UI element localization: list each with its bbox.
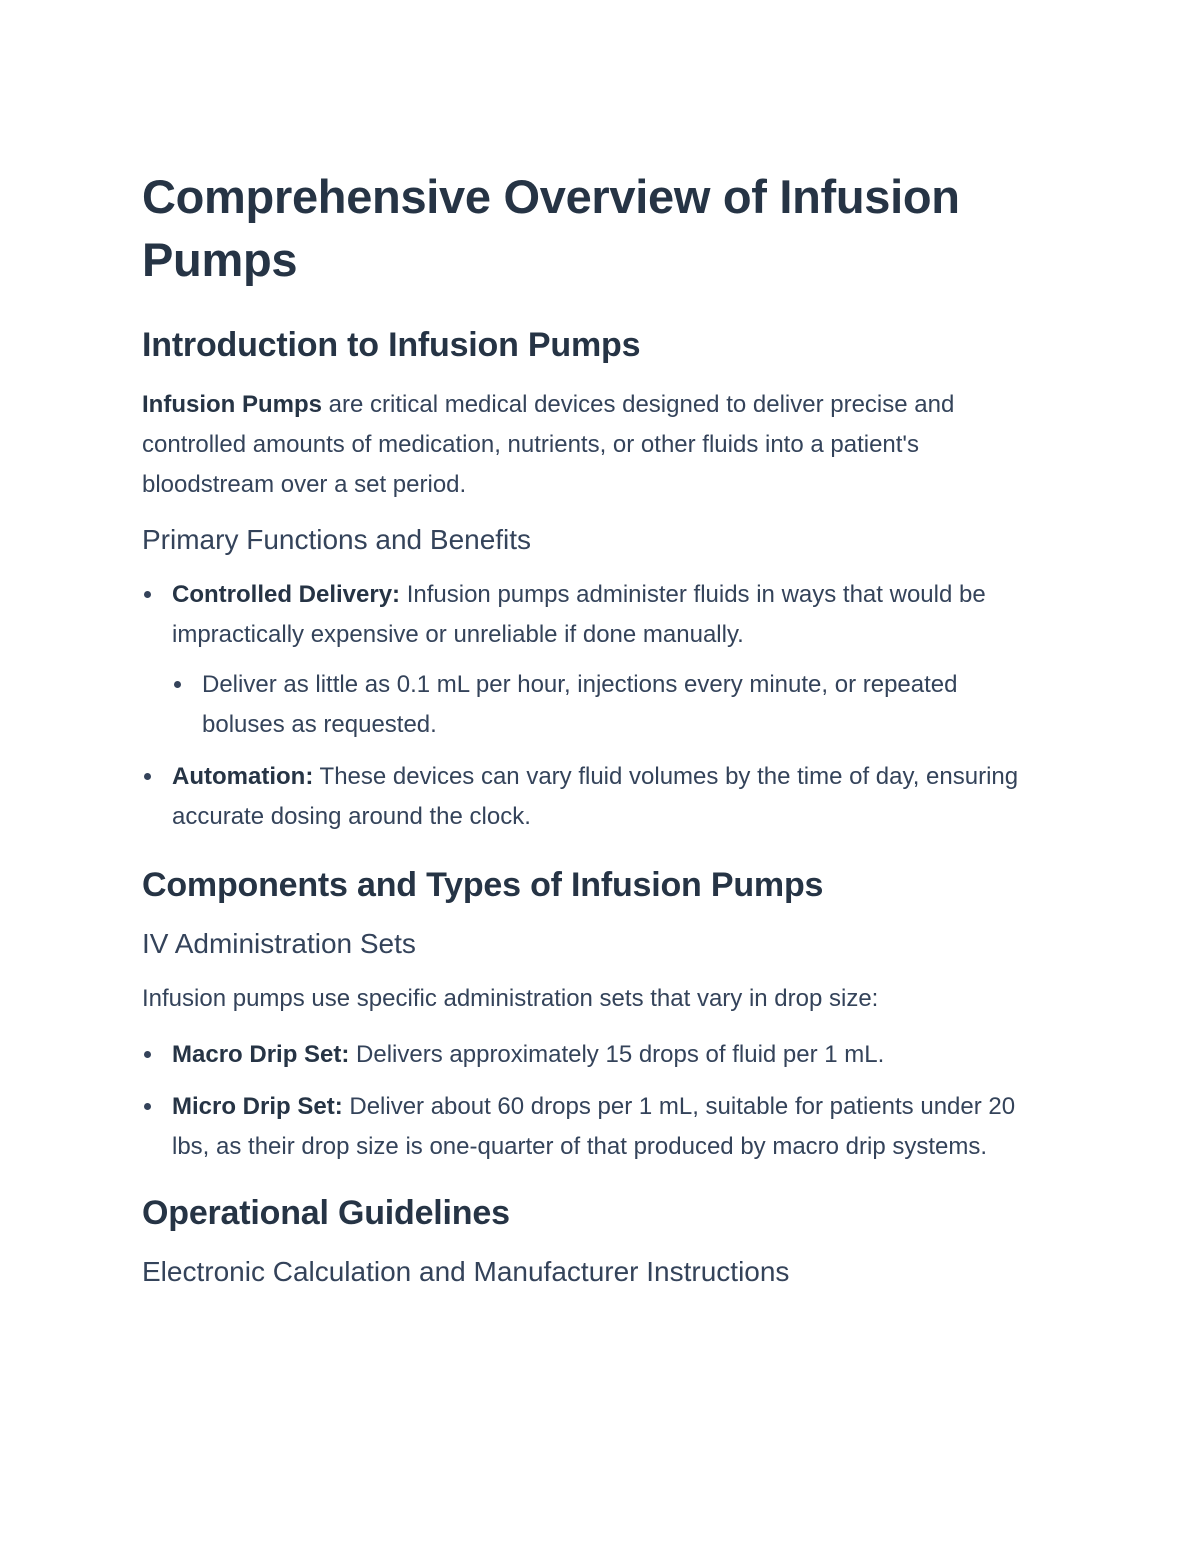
subheading-electronic-calculation: Electronic Calculation and Manufacturer Instructions — [142, 1256, 790, 1287]
section-introduction — [142, 323, 1042, 837]
document-page — [142, 165, 1042, 1307]
subheading-primary-functions: Primary Functions and Benefits — [142, 524, 532, 555]
bullet-icon — [144, 773, 151, 780]
list-item — [142, 575, 1042, 745]
intro-paragraph — [142, 385, 1042, 505]
list-item — [142, 1035, 1042, 1075]
section-heading-introduction: Introduction to Infusion Pumps — [142, 326, 641, 364]
drip-set-list — [142, 1035, 1042, 1167]
list-item — [142, 757, 1042, 837]
functions-list — [142, 575, 1042, 837]
list-item — [142, 1087, 1042, 1167]
list-item-bold: Micro Drip Set: — [172, 1093, 343, 1120]
bullet-icon — [144, 1103, 151, 1110]
section-heading-components: Components and Types of Infusion Pumps — [142, 866, 824, 904]
intro-paragraph-text: are critical medical devices designed to deliver precise and controlled amounts of medication, nutrients, or other fluids into a patient's bloodstream over a set period. — [142, 391, 955, 498]
list-item-bold: Controlled Delivery: — [172, 581, 401, 608]
list-item-text: These devices can vary fluid volumes by the time of day, ensuring accurate dosing around the clock. — [172, 763, 1019, 830]
bullet-icon — [174, 681, 181, 688]
section-components — [142, 863, 1042, 1167]
list-item-text: Deliver as little as 0.1 mL per hour, injections every minute, or repeated boluses as requested. — [202, 671, 958, 738]
list-item-bold: Macro Drip Set: — [172, 1041, 350, 1068]
bullet-icon — [144, 1051, 151, 1058]
functions-sublist — [172, 665, 1042, 745]
components-paragraph: Infusion pumps use specific administration sets that vary in drop size: — [142, 985, 879, 1012]
intro-paragraph-bold: Infusion Pumps — [142, 391, 322, 418]
list-item — [172, 665, 1042, 745]
list-item-text: Delivers approximately 15 drops of fluid per 1 mL. — [349, 1041, 885, 1068]
section-heading-operations: Operational Guidelines — [142, 1194, 510, 1232]
section-operations — [142, 1191, 1042, 1291]
list-item-text: Deliver about 60 drops per 1 mL, suitable for patients under 20 lbs, as their drop size is one-quarter of that produced by macro drip systems. — [172, 1093, 1016, 1160]
bullet-icon — [144, 591, 151, 598]
document-title: Comprehensive Overview of Infusion Pumps — [142, 170, 960, 286]
list-item-bold: Automation: — [172, 763, 314, 790]
list-item-text: Infusion pumps administer fluids in ways that would be impractically expensive or unreliable if done manually. — [172, 581, 986, 648]
subheading-iv-sets: IV Administration Sets — [142, 928, 416, 959]
